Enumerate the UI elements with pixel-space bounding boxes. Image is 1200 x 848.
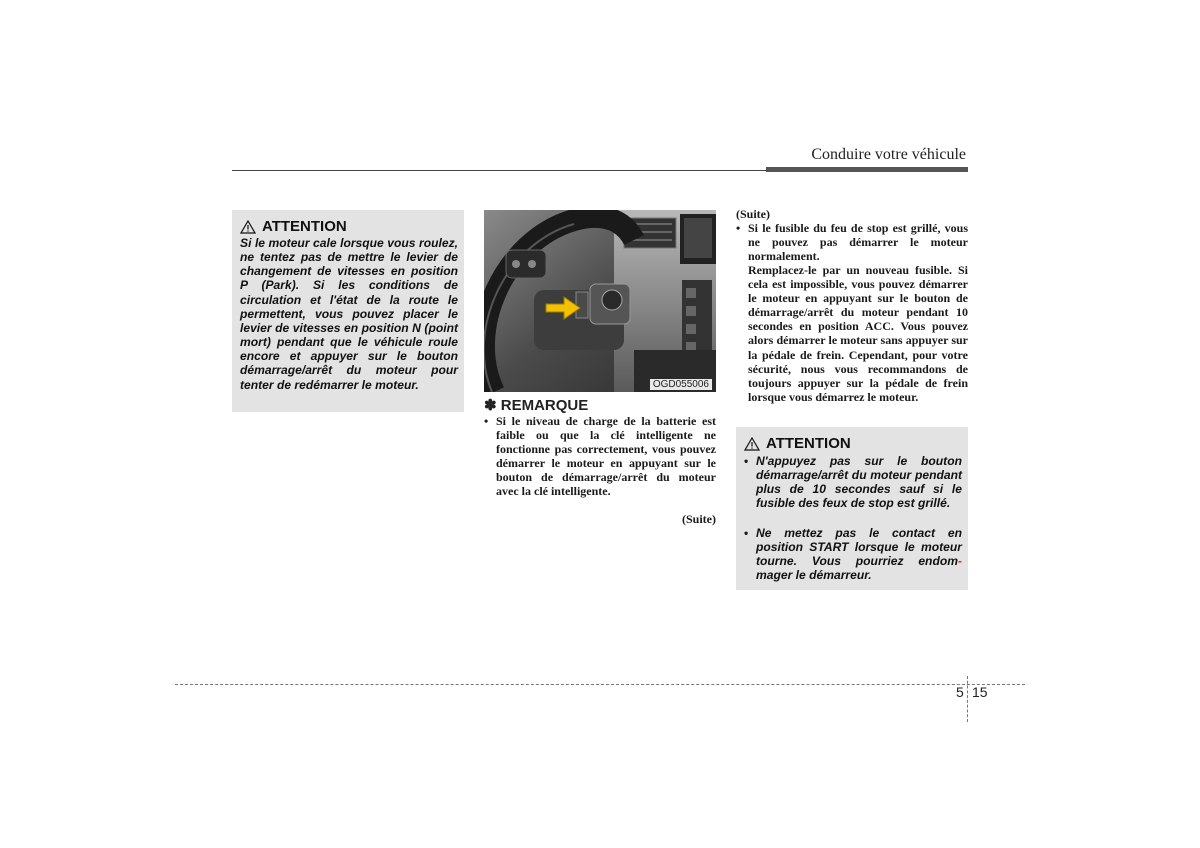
attention-item-text: N'appuyez pas sur le bouton démarrage/arrêt du moteur pendant plus de 10 secondes sauf si le fusible des feux de stop est grillé.: [756, 454, 962, 511]
page-number: 15: [972, 684, 988, 700]
attention-text: Si le moteur cale lorsque vous roulez, ne tentez pas de mettre le levier de changement de vitesses en position P (Park). Si les conditions de circulation et l'état de la route le permettent, vous pouvez placer le levier de vitesses en position N (point mort) pendant que le véhicule roule encore et appuyer sur le bouton démarrage/arrêt du moteur pour tenter de redémarrer le moteur.: [240, 236, 458, 392]
attention-box-start-button: [736, 427, 968, 590]
bullet-dot: •: [736, 221, 741, 235]
hyphen-mark: -: [957, 554, 962, 569]
header-tab-bar: [766, 167, 968, 172]
bullet-dot: •: [744, 526, 749, 540]
warning-triangle-icon: [744, 437, 760, 451]
attention-heading: [744, 435, 851, 452]
footer-dashed-divider: [967, 676, 968, 722]
footer-dashed-rule: [175, 684, 1025, 685]
warning-triangle-icon: [240, 220, 256, 234]
attention-heading: [240, 218, 347, 235]
figure-code: OGD055006: [650, 379, 712, 390]
suite-label-continued: (Suite): [682, 512, 716, 526]
attention-item-text-end: mager le démarreur.: [756, 568, 872, 583]
remarque-text: Si le niveau de charge de la batterie est faible ou que la clé intelligente ne fonctionne pas correctement, vous pouvez démarrer le moteur en appuyant sur le bouton de démarrage/arrêt du moteur avec la clé intelligente.: [496, 414, 716, 499]
suite-label-continuation: (Suite): [736, 207, 770, 221]
bullet-dot: •: [744, 454, 749, 468]
header-rule: [232, 170, 768, 171]
bullet-dot: •: [484, 414, 489, 428]
attention-heading-text: ATTENTION: [766, 435, 851, 452]
attention-item-text: [756, 526, 962, 583]
section-number: 5: [956, 684, 964, 700]
dashboard-photo: [484, 210, 716, 392]
brake-fuse-paragraph: Remplacez-le par un nouveau fusible. Si cela est impossible, vous pouvez démarrer le moteur en appuyant sur le bouton de démarrage/arrêt du moteur pendant 10 secondes en position ACC. Vous pouvez alors démarrer le moteur sans appuyer sur la pédale de frein. Cependant, pour votre sécurité, nous vous recommandons de toujours appuyer sur la pédale de frein lorsque vous démarrez le moteur.: [748, 263, 968, 404]
page-header-title: Conduire votre véhicule: [811, 146, 966, 163]
attention-heading-text: ATTENTION: [262, 218, 347, 235]
remarque-heading: ✽ REMARQUE: [484, 397, 589, 414]
brake-fuse-text: Si le fusible du feu de stop est grillé, vous ne pouvez pas démarrer le moteur normalement.: [748, 221, 968, 264]
attention-item-text-main: Ne mettez pas le contact en position START lorsque le moteur tourne. Vous pourriez endom: [756, 526, 962, 569]
attention-box-engine-stall: [232, 210, 464, 412]
